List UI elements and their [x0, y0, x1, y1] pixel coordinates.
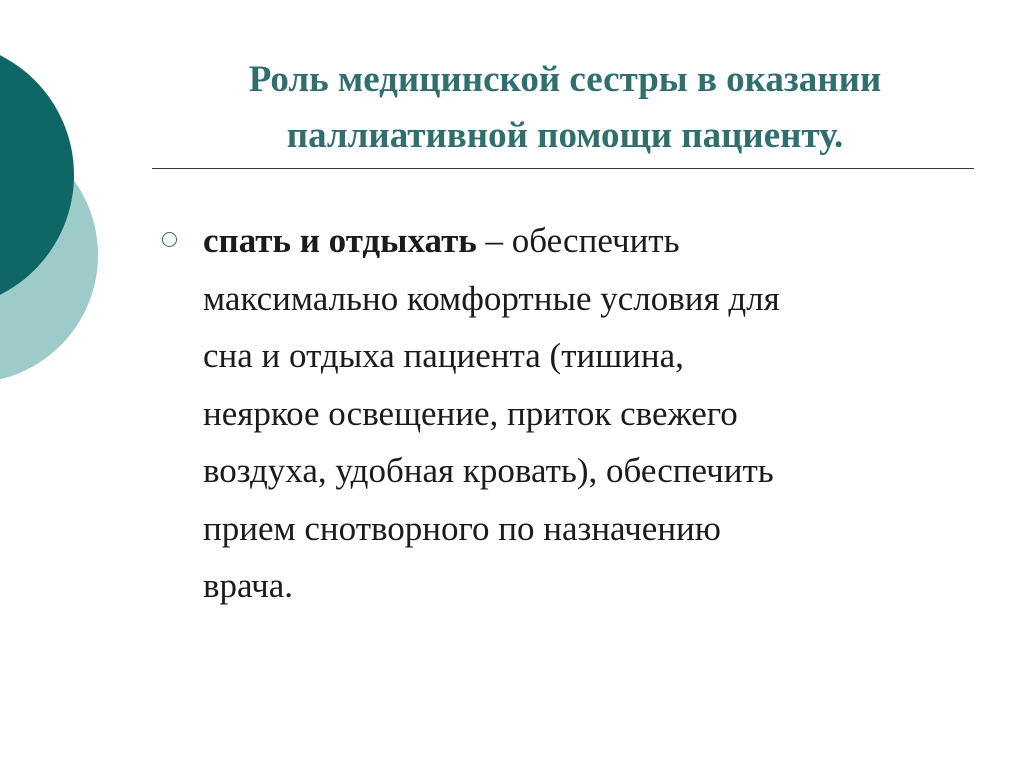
- bullet-circle-icon: [162, 232, 177, 247]
- bullet-line-3: сна и отдыха пациента (тишина,: [203, 336, 684, 375]
- slide-title: [150, 52, 980, 164]
- bullet-line-7: врача.: [203, 566, 294, 605]
- bullet-line-1: [203, 212, 993, 270]
- title-divider: [152, 168, 974, 169]
- slide-title-line-2: паллиативной помощи пациенту.: [286, 115, 844, 156]
- bullet-line-4: неяркое освещение, приток свежего: [203, 393, 738, 433]
- bullet-line-5: воздуха, удобная кровать), обеспечить: [203, 451, 774, 490]
- bullet-line-6: прием снотворного по назначению: [203, 508, 721, 548]
- decorative-circles: [0, 0, 140, 420]
- bullet-text: [203, 212, 993, 615]
- bullet-line-1-rest: – обеспечить: [476, 221, 680, 260]
- slide-title-line-1: Роль медицинской сестры в оказании: [248, 59, 882, 100]
- bullet-term: спать и отдыхать: [203, 221, 477, 260]
- bullet-line-2: максимально комфортные условия для: [203, 278, 780, 318]
